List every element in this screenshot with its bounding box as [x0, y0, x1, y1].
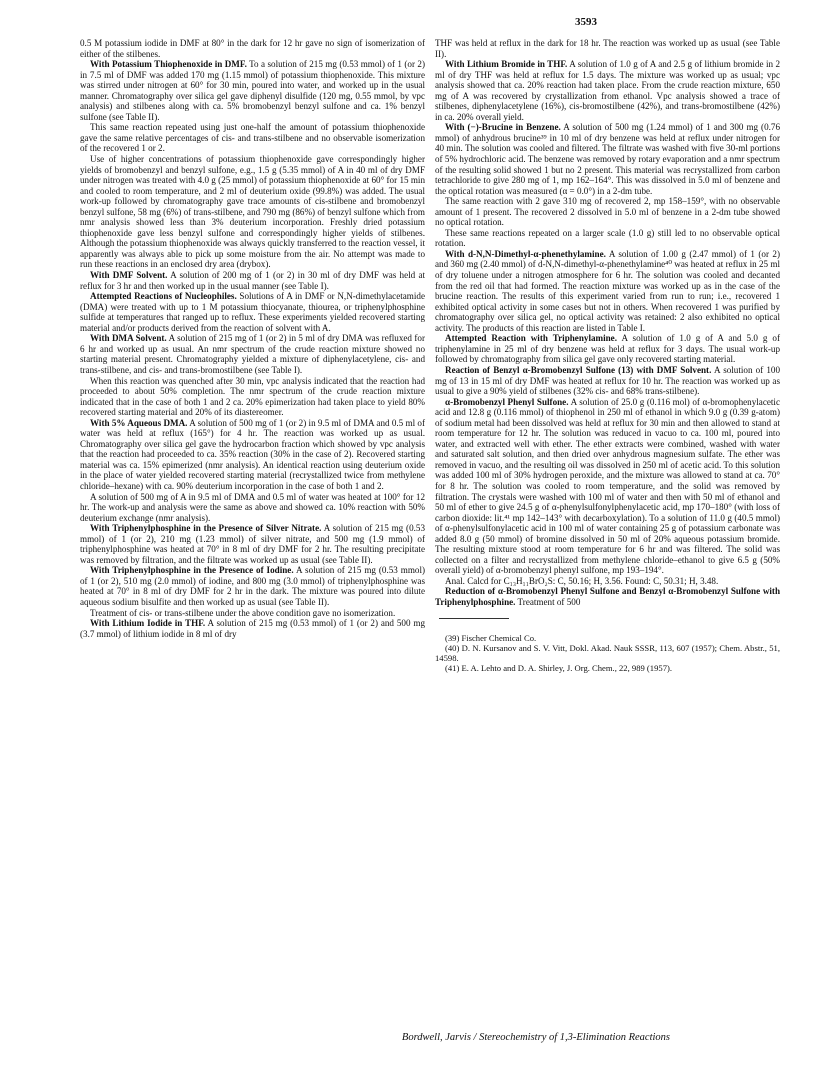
run-in-heading: With 5% Aqueous DMA. — [90, 417, 188, 428]
paragraph-text: Anal. Calcd for C₁₃H₁₁BrO₂S: C, 50.16; H, 3.56. Found: C, 50.31; H, 3.48. — [445, 575, 719, 586]
run-in-heading: α-Bromobenzyl Phenyl Sulfone. — [445, 396, 569, 407]
paragraph-text: Treatment of cis- or trans-stilbene under the above condition gave no isomerization. — [90, 607, 396, 618]
footnote: (41) E. A. Lehto and D. A. Shirley, J. Org. Chem., 22, 989 (1957). — [445, 662, 672, 673]
paragraph — [80, 618, 425, 639]
paragraph — [435, 122, 780, 196]
run-in-heading: With DMA Solvent. — [90, 333, 167, 344]
paragraph-text: A solution of 1.0 g of A and 5.0 g of triphenylamine in 25 ml of dry benzene was held at reflux for 3 days. The usual work-up followed by chromatography from silica gel gave only recovered starting material. — [435, 333, 780, 365]
paragraph — [80, 291, 425, 333]
paragraph — [435, 196, 780, 228]
run-in-heading: With DMF Solvent. — [90, 270, 168, 281]
paragraph — [80, 608, 425, 619]
paragraph — [435, 397, 780, 576]
paragraph — [435, 228, 780, 249]
paragraph-text: A solution of 215 mg of 1 (or 2) in 5 ml of dry DMA was refluxed for 6 hr and worked up as usual. An nmr spectrum of the crude reaction mixture showed no starting material present. Chromatography yielded a mixture of diphenylacetylene, cis- and trans-stilbene, and cis- and trans-bromostilbene (see Table I). — [80, 333, 425, 375]
left-column — [80, 38, 425, 639]
footnote: (39) Fischer Chemical Co. — [445, 632, 537, 643]
run-in-heading: With Lithium Iodide in THF. — [90, 618, 206, 629]
paragraph-text: Treatment of 500 — [515, 596, 581, 607]
paragraph — [80, 333, 425, 375]
footnotes — [435, 633, 780, 673]
paragraph — [80, 565, 425, 607]
paragraph — [80, 418, 425, 492]
run-in-heading: With d-N,N-Dimethyl-α-phenethylamine. — [445, 248, 606, 259]
right-column — [435, 38, 780, 673]
footnote: (40) D. N. Kursanov and S. V. Vitt, Dokl. Akad. Nauk SSSR, 113, 607 (1957); Chem. Abstr., 51, 14598. — [435, 642, 780, 663]
paragraph-text: A solution of 500 mg of A in 9.5 ml of DMA and 0.5 ml of water was heated at 100° for 12 hr. The work-up and analysis were the same as above and showed ca. 10% reaction with 50% deuterium exchange (nmr analysis). — [80, 491, 425, 523]
paragraph — [435, 59, 780, 122]
run-in-heading: With (−)-Brucine in Benzene. — [445, 122, 561, 133]
paragraph — [80, 38, 425, 59]
run-in-heading: Attempted Reaction with Triphenylamine. — [445, 333, 617, 344]
paragraph-text: 0.5 M potassium iodide in DMF at 80° in the dark for 12 hr gave no sign of isomerization of either of the stilbenes. — [80, 38, 425, 59]
paragraph-text: A solution of 215 mg (0.53 mmol) of 1 (or 2), 510 mg (2.0 mmol) of iodine, and 800 mg (3.0 mmol) of triphenylphosphine was heated at 70° in 8 ml of dry DMF for 2 hr in the dark. The mixture was poured into dilute aqueous sodium bisulfite and then worked up as usual (see Table II). — [80, 565, 425, 607]
paragraph-text: A solution of 215 mg (0.53 mmol) of 1 (or 2) and 500 mg (3.7 mmol) of lithium iodide in 8 ml of dry — [80, 618, 425, 639]
paragraph-text: A solution of 100 mg of 13 in 15 ml of dry DMF was heated at reflux for 10 hr. The reaction was worked up as usual to give a 90% yield of stilbenes (32% cis- and 68% trans-stilbene). — [435, 364, 780, 397]
paragraph — [80, 59, 425, 122]
run-in-heading: Attempted Reactions of Nucleophiles. — [90, 291, 237, 302]
paragraph — [80, 523, 425, 565]
paragraph-text: A solution of 25.0 g (0.116 mol) of α-bromophenylacetic acid and 12.8 g (0.116 mmol) of thiophenol in 250 ml of ethanol in which 9.0 g (0.39 g-atom) of sodium metal had been dissolved was held at reflux for 30 min and then allowed to stand at room temperature for 12 hr. The solution was reduced in vacuo to ca. 100 ml, poured into water, and extracted well with ether. The ether extracts were combined, washed with water and saturated salt solution, and then dried over anhydrous magnesium sulfate. The ether was removed in vacuo, and the resulting oil was dissolved in 250 ml of acetic acid. To this solution was added 100 ml of 30% hydrogen peroxide, and the mixture was allowed to stand at ca. 70° for 8 hr. The solution was cooled to room temperature, and the solid was removed by filtration. The crystals were washed with 100 ml of water and then with 50 ml of ethanol and 50 ml of ether to give 24.5 g of α-phenylsulfonylphenylacetic acid, mp 170–180° (with loss of carbon dioxide: lit.⁴¹ mp 142–143° with decarboxylation). To a solution of 11.0 g (40.5 mmol) of α-phenylsulfonylacetic acid in 100 ml of water containing 25 g of potassium carbonate was added 8.0 g (50 mmol) of bromine dissolved in 50 ml of 20% aqueous potassium bromide. The resulting mixture stood at room temperature for 6 hr and was filtered. The solid was collected on a filter and recrystallized from methylene chloride–ethanol to give 6.5 g (50% overall yield) of α-bromobenzyl phenyl sulfone, mp 193–194°. — [435, 396, 780, 576]
paragraph-text: A solution of 215 mg (0.53 mmol) of 1 (or 2), 210 mg (1.23 mmol) of silver nitrate, and 500 mg (1.9 mmol) of triphenylphosphine was heated at 70° in 8 ml of dry DMF for 2 hr. The resulting precipitate was removed by filtration, and the filtrate was worked up as usual (see Table II). — [80, 523, 425, 565]
paragraph-text: A solution of 1.0 g of A and 2.5 g of lithium bromide in 2 ml of dry THF was held at reflux for 1.5 days. The mixture was worked up as usual; vpc analysis showed that ca. 20% reaction had taken place. From the crude reaction mixture, 650 mg of A was recovered by crystallization from ethanol. Vpc analysis showed a trace of stilbenes, diphenylacetylene (16%), cis-bromostilbene (42%), and trans-bromostilbene (42%) in ca. 20% overall yield. — [435, 59, 780, 122]
paragraph — [80, 122, 425, 154]
paragraph — [435, 586, 780, 607]
paragraph — [435, 365, 780, 397]
run-in-heading: Reaction of Benzyl α-Bromobenzyl Sulfone (13) with DMF Solvent. — [445, 364, 712, 375]
run-in-heading: Reduction of α-Bromobenzyl Phenyl Sulfone and Benzyl α-Bromobenzyl Sulfone with Triphenylphosphine. — [435, 586, 780, 607]
paragraph — [435, 249, 780, 333]
paragraph-text: A solution of 1.00 g (2.47 mmol) of 1 (or 2) and 360 mg (2.40 mmol) of d-N,N-dimethyl-α-phenethylamine⁴⁰ was heated at reflux in 25 ml of dry toluene under a nitrogen atmosphere for 6 hr. The solution was cooled and decanted from the red oil that had formed. The reaction mixture was worked up as in the case of the brucine reaction. The results of this experiment varied from run to run; i.e., recovered 1 exhibited optical activity in some cases but not in others. When recovered 1 was purified by chromatography over silica gel, no optical activity was retained: 2 also exhibited no optical activity. The products of this reaction are listed in Table I. — [435, 248, 780, 333]
paragraph — [435, 38, 780, 59]
paragraph-text: Use of higher concentrations of potassium thiophenoxide gave correspondingly higher yields of bromobenzyl and benzyl sulfone, e.g., 1.5 g (5.35 mmol) of A in 40 ml of dry DMF under nitrogen was treated with 4.0 g (25 mmol) of potassium thiophenoxide at 60° for 15 min and cooled to room temperature, and 2 ml of deuterium oxide (99.8%) was added. The usual work-up followed by chromatography gave trace amounts of cis-stilbene and bromobenzyl benzyl sulfone, 58 mg (6%) of trans-stilbene, and 790 mg (86%) of benzyl sulfone which from nmr analysis showed less than 3% deuterium incorporation. Freshly dried potassium thiophenoxide gave less benzyl sulfone and correspondingly higher yields of stilbenes. Although the potassium thiophenoxide was always quickly transferred to the reaction vessel, it apparently was always able to pick up some moisture from the air. No attempt was made to run these reactions in an enclosed dry area (drybox). — [80, 154, 425, 270]
paragraph-text: These same reactions repeated on a larger scale (1.0 g) still led to no observable optical rotation. — [435, 227, 780, 249]
paragraph-text: The same reaction with 2 gave 310 mg of recovered 2, mp 158–159°, with no observable amount of 1 present. The recovered 2 dissolved in 5.0 ml of benzene in a 2-dm tube showed no optical rotation. — [435, 196, 780, 228]
run-in-heading: With Lithium Bromide in THF. — [445, 59, 568, 70]
paragraph — [435, 333, 780, 365]
paragraph-text: To a solution of 215 mg (0.53 mmol) of 1 (or 2) in 7.5 ml of DMF was added 170 mg (1.15 mmol) of potassium thiophenoxide. This mixture was stirred under nitrogen at 60° for 30 min, poured into water, and worked up in the usual manner. Chromatography over silica gel gave diphenyl disulfide (120 mg, 0.55 mmol, by vpc analysis) and stilbenes along with ca. 5% bromobenzyl benzyl sulfone and ca. 1% benzyl sulfone (see Table II). — [80, 59, 425, 122]
run-in-heading: With Triphenylphosphine in the Presence of Iodine. — [90, 565, 294, 576]
paragraph — [80, 270, 425, 291]
paragraph-text: This same reaction repeated using just one-half the amount of potassium thiophenoxide gave the same relative percentages of cis- and trans-stilbene and no observable isomerization of the recovered 1 or 2. — [80, 122, 425, 154]
page-number: 3593 — [575, 16, 597, 28]
run-in-heading: With Triphenylphosphine in the Presence of Silver Nitrate. — [90, 523, 322, 534]
paragraph-text: A solution of 200 mg of 1 (or 2) in 30 ml of dry DMF was held at reflux for 3 hr and then worked up in the usual manner (see Table I). — [80, 270, 426, 291]
paragraph — [80, 492, 425, 524]
paragraph — [80, 154, 425, 270]
paragraph-text: A solution of 500 mg (1.24 mmol) of 1 and 300 mg (0.76 mmol) of anhydrous brucine³⁹ in 10 ml of dry benzene was held at reflux under nitrogen for 40 min. The solution was cooled and filtered. The filtrate was washed with five 30-ml portions of 5% hydrochloric acid. The benzene was removed by rotary evaporation and a nmr spectrum of the resulting solid showed 1 but no 2 present. This material was recrystallized from carbon tetrachloride to give 280 mg of 1, mp 162–164°. This was dissolved in 5.0 ml of benzene and the optical rotation was measured (α = 0.0°) in a 2-dm tube. — [435, 122, 780, 196]
paragraph-text: THF was held at reflux in the dark for 18 hr. The reaction was worked up as usual (see Table II). — [435, 38, 780, 59]
paragraph — [80, 376, 425, 418]
running-footer: Bordwell, Jarvis / Stereochemistry of 1,3-Elimination Reactions — [401, 1032, 670, 1043]
paragraph-text: Solutions of A in DMF or N,N-dimethylacetamide (DMA) were treated with up to 1 M potassium thiocyanate, thiourea, or triphenylphosphine sulfide at temperatures that ranged up to reflux. These experiments yielded recovered starting material and/or products derived from the reaction of solvent with A. — [80, 291, 425, 333]
paragraph — [435, 576, 780, 587]
paragraph-text: When this reaction was quenched after 30 min, vpc analysis indicated that the reaction had proceeded to about 50% completion. The nmr spectrum of the crude reaction mixture indicated that in the case of both 1 and 2 ca. 20% epimerization had taken place to yield 80% recovered starting material and 20% of its diastereomer. — [80, 375, 425, 418]
run-in-heading: With Potassium Thiophenoxide in DMF. — [90, 59, 247, 70]
footnote-divider — [439, 618, 509, 619]
paragraph-text: A solution of 500 mg of 1 (or 2) in 9.5 ml of DMA and 0.5 ml of water was held at reflux (165°) for 4 hr. The reaction was worked up as usual. Chromatography over silica gel gave the hydrocarbon fraction which showed by vpc analysis that the reaction had proceeded to ca. 35% reaction (30% in the case of 2). Recovered starting material was ca. 15% epimerized (nmr analysis). An identical reaction using deuterium oxide in the place of water yielded recovered starting material (recrystallized twice from methylene chloride–hexane) with ca. 90% deuterium incorporation in the case of both 1 and 2. — [80, 417, 426, 491]
